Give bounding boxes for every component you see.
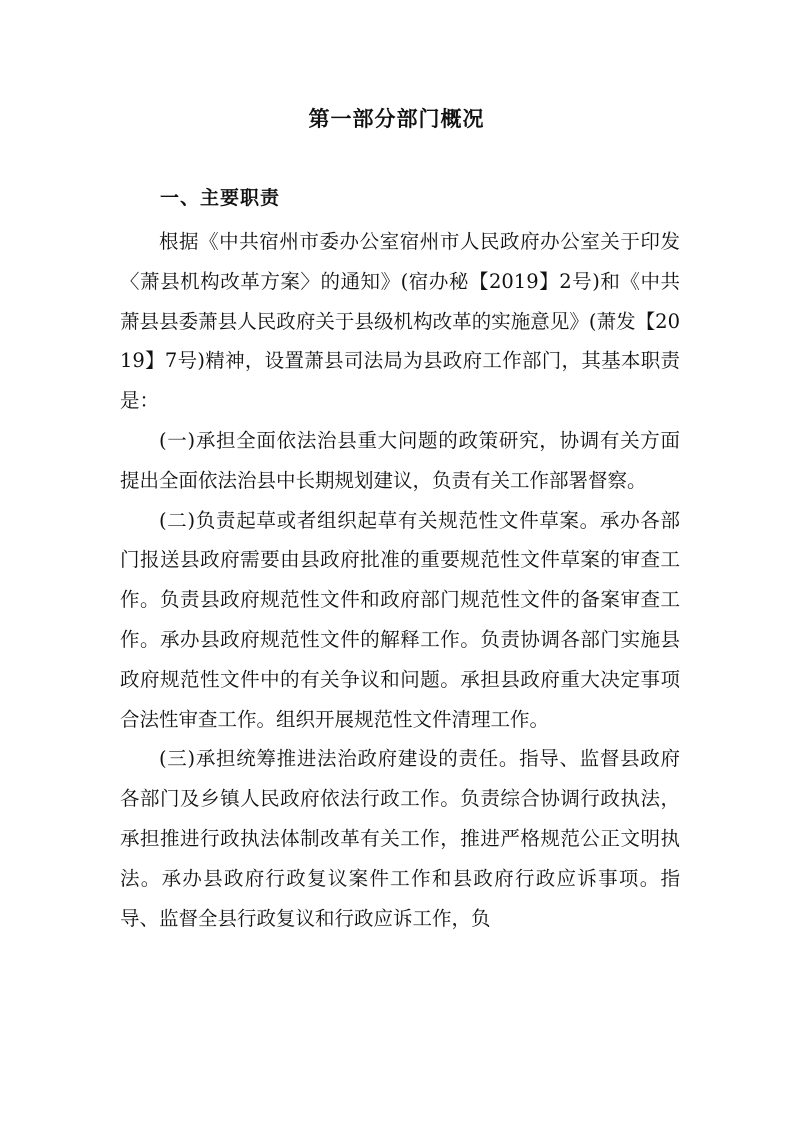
section-heading: 一、主要职责 <box>160 187 281 209</box>
page-title: 第一部分部门概况 <box>308 107 485 131</box>
document-body <box>120 222 680 938</box>
paragraph-duty-1: (一)承担全面依法治县重大问题的政策研究，协调有关方面提出全面依法治县中长期规划建议，负责有关工作部署督察。 <box>120 428 680 492</box>
paragraph-duty-2: (二)负责起草或者组织起草有关规范性文件草案。承办各部门报送县政府需要由县政府批准的重要规范性文件草案的审查工作。负责县政府规范性文件和政府部门规范性文件的备案审查工作。承办县政府规范性文件的解释工作。负责协调各部门实施县政府规范性文件中的有关争议和问题。承担县政府重大决定事项合法性审查工作。组织开展规范性文件清理工作。 <box>120 508 680 731</box>
paragraph-duty-3: (三)承担统筹推进法治政府建设的责任。指导、监督县政府各部门及乡镇人民政府依法行政工作。负责综合协调行政执法，承担推进行政执法体制改革有关工作，推进严格规范公正文明执法。承办县政府行政复议案件工作和县政府行政应诉事项。指导、监督全县行政复议和行政应诉工作，负 <box>120 747 680 930</box>
paragraph-intro: 根据《中共宿州市委办公室宿州市人民政府办公室关于印发〈萧县机构改革方案〉的通知》(宿办秘【2019】2号)和《中共萧县县委萧县人民政府关于县级机构改革的实施意见》(萧发【2019】7号)精神，设置萧县司法局为县政府工作部门，其基本职责是： <box>120 230 680 413</box>
